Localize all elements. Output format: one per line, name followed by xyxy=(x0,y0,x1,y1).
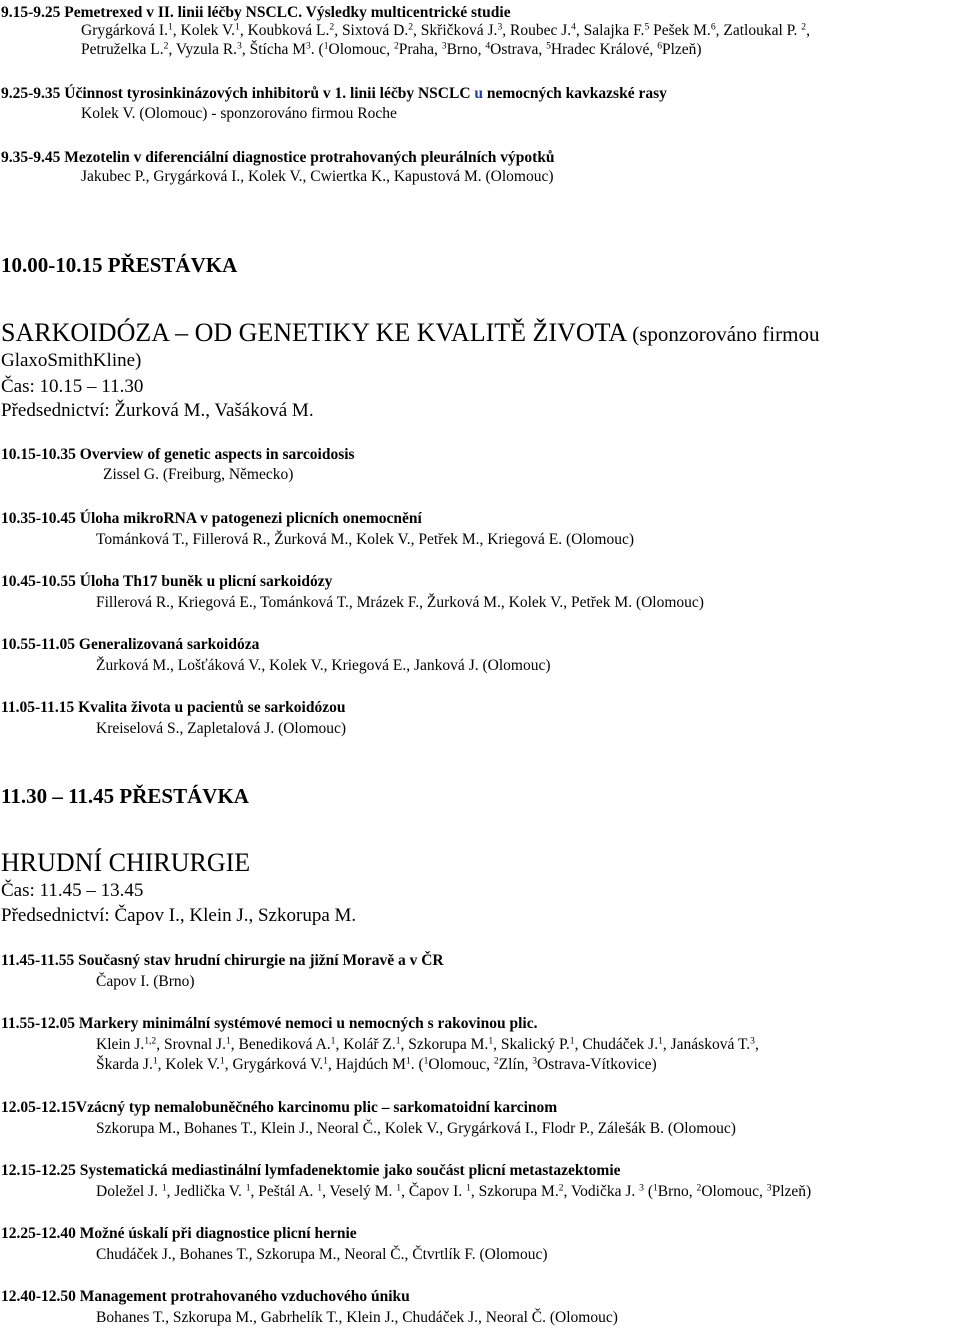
talk-authors: Žurková M., Lošťáková V., Kolek V., Kriegová E., Janková J. (Olomouc) xyxy=(96,657,551,674)
section-heading: Čas: 11.45 – 13.45 xyxy=(1,880,144,901)
talk-title: 11.45-11.55 Současný stav hrudní chirurgie na jižní Moravě a v ČR xyxy=(1,952,444,969)
section-heading: Předsednictví: Žurková M., Vašáková M. xyxy=(1,400,314,421)
section-heading: Předsednictví: Čapov I., Klein J., Szkorupa M. xyxy=(1,905,357,926)
section-heading: 11.30 – 11.45 PŘESTÁVKA xyxy=(1,784,249,808)
talk-title: 12.05-12.15Vzácný typ nemalobuněčného karcinomu plic – sarkomatoidní karcinom xyxy=(1,1099,558,1116)
talk-authors: Škarda J.$^1$, Kolek V.$^1$, Grygárková V.$^1$, Hajdúch $M^1$. ($^1$Olomouc, $^2$Zlín, $^3$Ostrava-Vítkovice) xyxy=(96,1055,657,1073)
talk-title: 10.55-11.05 Generalizovaná sarkoidóza xyxy=(1,636,260,653)
talk-authors: Čapov I. (Brno) xyxy=(96,973,195,990)
talk-authors: Klein J.$^{1,2}$, Srovnal J.$^1$, Benediková A.$^1$, Kolář Z.$^1$, Szkorupa M.$^1$, Skalický P.$^1$, Chudáček J.$^1$, Janásková T.$^3$, xyxy=(96,1035,759,1053)
talk-title: 12.25-12.40 Možné úskalí při diagnostice plicní hernie xyxy=(1,1225,357,1242)
section-heading: HRUDNÍ CHIRURGIE xyxy=(1,848,251,877)
talk-authors: Szkorupa M., Bohanes T., Klein J., Neoral Č., Kolek V., Grygárková I., Flodr P., Zálešák B. (Olomouc) xyxy=(96,1120,736,1137)
talk-authors: Grygárková I.$^1$, Kolek V.$^1$, Koubková L.$^2$, Sixtová D.$^2$, Skřičková J.$^3$, Roubec J.$^4$, Salajka F.$^5$ Pešek M.$^6$, Zatloukal P. $^2$, xyxy=(81,21,810,39)
talk-title: 10.35-10.45 Úloha mikroRNA v patogenezi plicních onemocnění xyxy=(1,510,422,527)
section-heading: Čas: 10.15 – 11.30 xyxy=(1,376,144,397)
talk-authors: Zissel G. (Freiburg, Německo) xyxy=(103,466,294,483)
section-heading: GlaxoSmithKline) xyxy=(1,350,142,371)
section-heading: 10.00-10.15 PŘESTÁVKA xyxy=(1,253,238,277)
talk-title: 10.45-10.55 Úloha Th17 buněk u plicní sarkoidózy xyxy=(1,573,333,590)
talk-title: 11.05-11.15 Kvalita života u pacientů se sarkoidózou xyxy=(1,699,346,716)
talk-authors: Jakubec P., Grygárková I., Kolek V., Cwiertka K., Kapustová M. (Olomouc) xyxy=(81,168,554,185)
talk-title: 11.55-12.05 Markery minimální systémové nemoci u nemocných s rakovinou plic. xyxy=(1,1015,538,1032)
talk-title: 12.40-12.50 Management protrahovaného vzduchového úniku xyxy=(1,1288,410,1305)
talk-title: 10.15-10.35 Overview of genetic aspects in sarcoidosis xyxy=(1,446,355,463)
talk-authors: Doležel J. $^1$, Jedlička V. $^1$, Peštál A. $^1$, Veselý M. $^1$, Čapov I. $^1$, Szkorupa M.$^2$, Vodička J. $^3$ ($^1$Brno, $^2$Olomouc, $^3$Plzeň) xyxy=(96,1182,812,1200)
talk-authors: Bohanes T., Szkorupa M., Gabrhelík T., Klein J., Chudáček J., Neoral Č. (Olomouc) xyxy=(96,1309,618,1326)
talk-authors: Fillerová R., Kriegová E., Tománková T., Mrázek F., Žurková M., Kolek V., Petřek M. (Olomouc) xyxy=(96,594,704,611)
talk-authors: Petruželka L.$^2$, Vyzula R.$^3$, Štícha $M^3$. ($^1$Olomouc, $^2$Praha, $^3$Brno, $^4$Ostrava, $^5$Hradec Králové, $^6$Plzeň) xyxy=(81,40,702,58)
talk-authors: Tománková T., Fillerová R., Žurková M., Kolek V., Petřek M., Kriegová E. (Olomouc) xyxy=(96,531,635,548)
talk-title: 9.15-9.25 Pemetrexed v II. linii léčby NSCLC. Výsledky multicentrické studie xyxy=(1,4,511,21)
section-heading: SARKOIDÓZA – OD GENETIKY KE KVALITĚ ŽIVOTA (sponzorováno firmou xyxy=(1,318,820,347)
talk-title: 9.35-9.45 Mezotelin v diferenciální diagnostice protrahovaných pleurálních výpotků xyxy=(1,149,555,166)
talk-title: 9.25-9.35 Účinnost tyrosinkinázových inhibitorů v 1. linii léčby NSCLC u nemocných kavkazské rasy xyxy=(1,85,667,102)
talk-authors: Chudáček J., Bohanes T., Szkorupa M., Neoral Č., Čtvrtlík F. (Olomouc) xyxy=(96,1246,548,1263)
talk-authors: Kreiselová S., Zapletalová J. (Olomouc) xyxy=(96,720,347,737)
talk-title: 12.15-12.25 Systematická mediastinální lymfadenektomie jako součást plicní metastazektomie xyxy=(1,1162,621,1179)
talk-authors: Kolek V. (Olomouc) - sponzorováno firmou Roche xyxy=(81,105,397,122)
